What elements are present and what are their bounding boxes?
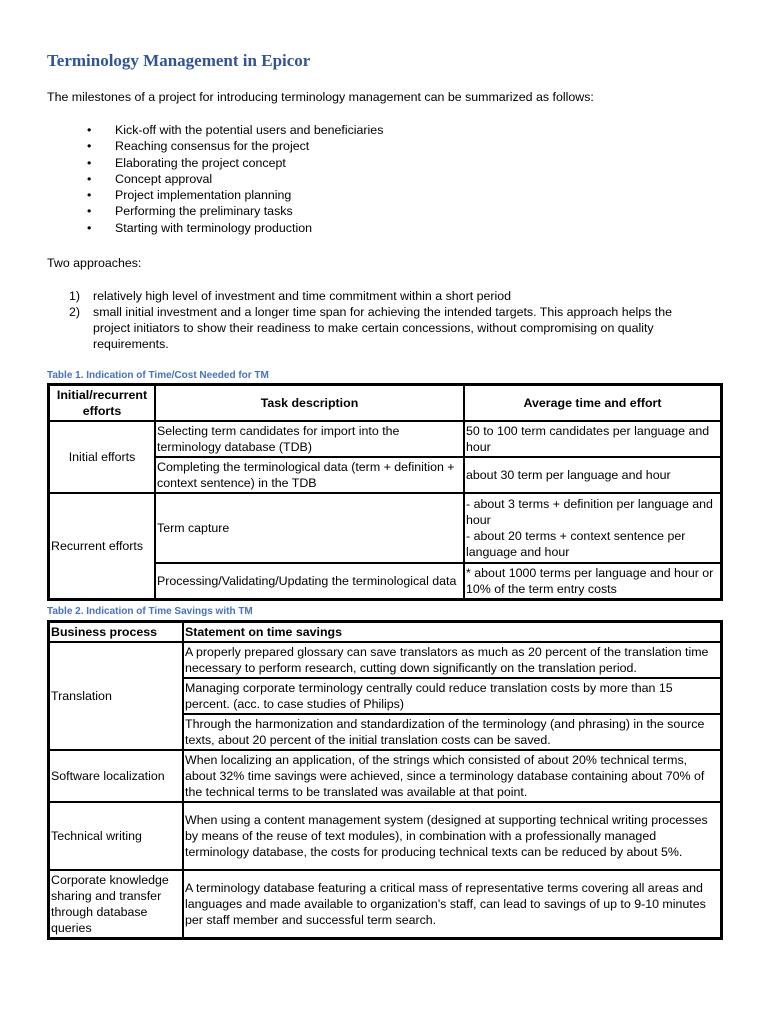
table-header-row [49,622,721,642]
list-item: • Reaching consensus for the project [47,138,383,154]
intro-paragraph: The milestones of a project for introducing terminology management can be summarized as follows: [47,90,594,104]
table-cell: Recurrent efforts [49,493,155,599]
list-item: • Starting with terminology production [47,220,383,236]
table-header-cell: Initial/recurrent efforts [49,385,155,421]
time-savings-table [47,620,723,940]
table1-caption: Table 1. Indication of Time/Cost Needed for TM [47,370,269,381]
table-cell: When localizing an application, of the strings which consisted of about 20% technical terms, about 32% time savings were achieved, since a terminology database containing about 70% of the technical terms to be translated was available at that point. [183,750,721,802]
page-title: Terminology Management in Epicor [47,51,311,70]
table-cell: Processing/Validating/Updating the terminological data [155,563,464,599]
list-number: 2) [69,305,81,319]
approaches-list [47,288,712,352]
list-item: • Project implementation planning [47,187,383,203]
table-header-cell: Statement on time savings [183,622,721,642]
table-cell: Completing the terminological data (term + definition + context sentence) in the TDB [155,457,464,493]
table-cell: Through the harmonization and standardization of the terminology (and phrasing) in the source texts, about 20 percent of the initial translation costs can be saved. [183,714,721,750]
list-item: • Kick-off with the potential users and beneficiaries [47,122,383,138]
table-cell: Managing corporate terminology centrally could reduce translation costs by more than 15 percent. (acc. to case studies of Philips) [183,678,721,714]
table-row [49,493,721,563]
milestones-list [47,122,383,236]
list-number: 1) [69,289,81,303]
table-cell: 50 to 100 term candidates per language and hour [464,421,721,457]
approaches-label: Two approaches: [47,256,142,270]
table-cell: Software localization [49,750,183,802]
list-item: • Performing the preliminary tasks [47,203,383,219]
list-item [47,304,712,352]
list-text: small initial investment and a longer time span for achieving the intended targets. This approach helps the project initiators to show their readiness to make certain concessions, without compromising on quality requirements. [93,305,673,351]
list-item: • Concept approval [47,171,383,187]
cell-line: - about 3 terms + definition per language and hour [466,496,713,527]
table-row [49,802,721,870]
table-row [49,642,721,678]
table-header-cell: Task description [155,385,464,421]
list-item [47,288,712,304]
table-cell: A properly prepared glossary can save translators as much as 20 percent of the translation time necessary to perform research, cutting down significantly on the translation period. [183,642,721,678]
table-cell [464,493,721,563]
table-row [49,421,721,457]
time-cost-table [47,383,723,601]
table-header-row [49,385,721,421]
table-cell: Initial efforts [49,421,155,493]
table2-caption: Table 2. Indication of Time Savings with TM [47,606,253,617]
table-header-cell: Average time and effort [464,385,721,421]
list-item: • Elaborating the project concept [47,155,383,171]
table-header-cell: Business process [49,622,183,642]
list-text: relatively high level of investment and time commitment within a short period [93,289,512,303]
table-cell: Translation [49,642,183,750]
table-cell: Selecting term candidates for import into the terminology database (TDB) [155,421,464,457]
table-cell: Term capture [155,493,464,563]
cell-line: - about 20 terms + context sentence per language and hour [466,529,686,560]
table-cell: Corporate knowledge sharing and transfer through database queries [49,870,183,938]
table-cell: A terminology database featuring a critical mass of representative terms covering all areas and languages and made available to organization's staff, can lead to savings of up to 9-10 minutes per staff member and successful term search. [183,870,721,938]
table-cell: Technical writing [49,802,183,870]
table-cell: about 30 term per language and hour [464,457,721,493]
table-cell: When using a content management system (designed at supporting technical writing processes by means of the reuse of text modules), in combination with a professionally managed terminology database, the costs for producing technical texts can be reduced by about 5%. [183,802,721,870]
table-row [49,870,721,938]
table-row [49,750,721,802]
table-cell: * about 1000 terms per language and hour or 10% of the term entry costs [464,563,721,599]
